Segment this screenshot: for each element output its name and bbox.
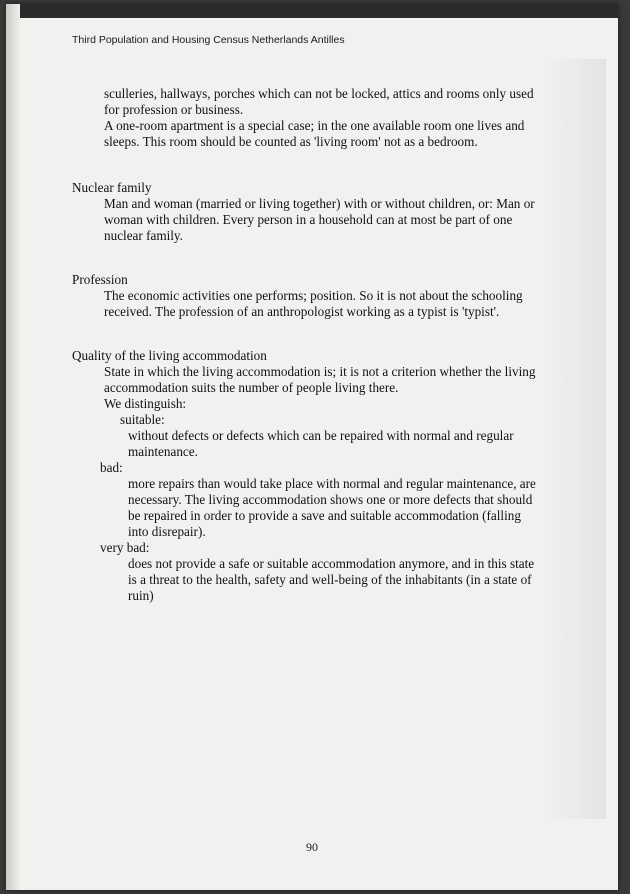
category-text-bad: more repairs than would take place with normal and regular maintenance, are necessary. The living accommodation shows one or more defects that should be repaired in order to provide a save and suitable accommodation (falling into disrepair).: [128, 476, 536, 539]
quality-distinguish: We distinguish:: [104, 396, 187, 411]
category-label-bad: bad:: [100, 460, 123, 475]
document-page: [6, 4, 618, 890]
category-label-very-bad: very bad:: [100, 540, 150, 555]
scan-spine-shadow: [6, 4, 20, 890]
scan-top-edge: [6, 4, 618, 18]
profession-definition: The economic activities one performs; position. So it is not about the schooling received. The profession of an anthropologist working as a typist is 'typist'.: [104, 288, 523, 319]
section-heading-profession: Profession: [72, 272, 128, 287]
intro-paragraph: A one-room apartment is a special case; in the one available room one lives and sleeps. This room should be counted as 'living room' not as a bedroom.: [104, 118, 525, 149]
page-body: [72, 86, 542, 604]
quality-definition: State in which the living accommodation is; it is not a criterion whether the living accommodation suits the number of people living there.: [104, 364, 536, 395]
running-header: Third Population and Housing Census Netherlands Antilles: [72, 34, 345, 46]
category-text-very-bad: does not provide a safe or suitable accommodation anymore, and in this state is a threat to the health, safety and well-being of the inhabitants (in a state of ruin): [128, 556, 535, 603]
section-heading-nuclear-family: Nuclear family: [72, 180, 152, 195]
intro-paragraph: sculleries, hallways, porches which can not be locked, attics and rooms only used for profession or business.: [104, 86, 534, 117]
category-label-suitable: suitable:: [120, 412, 165, 427]
page-number: 90: [306, 840, 318, 854]
section-heading-quality: Quality of the living accommodation: [72, 348, 267, 363]
nuclear-family-definition: Man and woman (married or living together) with or without children, or: Man or woman with children. Every person in a household can at most be part of one nuclear family.: [104, 196, 535, 243]
bleed-through-shadow: [546, 59, 606, 819]
category-text-suitable: without defects or defects which can be repaired with normal and regular maintenance.: [128, 428, 514, 459]
